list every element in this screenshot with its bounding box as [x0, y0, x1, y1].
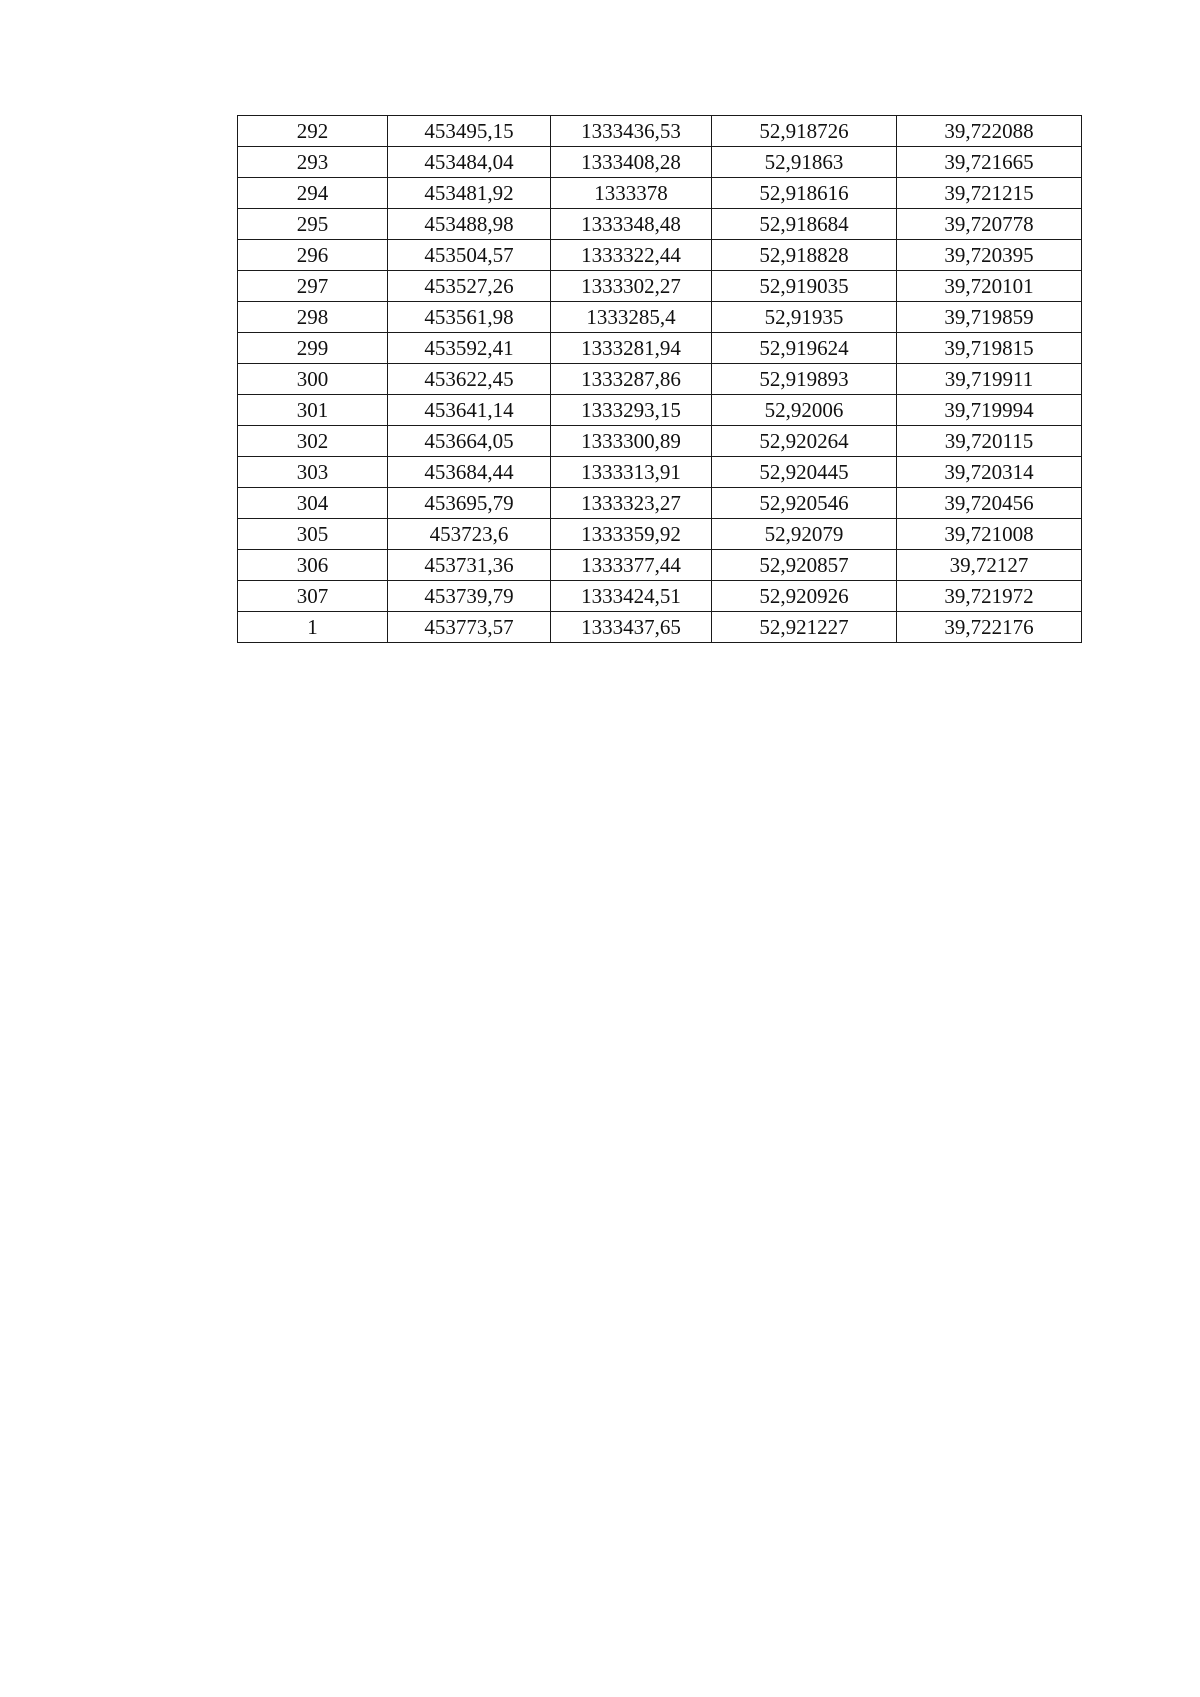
longitude-cell: 39,719859: [897, 302, 1082, 333]
longitude-cell: 39,720456: [897, 488, 1082, 519]
table-row: [238, 116, 1082, 147]
x-coordinate-cell: 453739,79: [388, 581, 551, 612]
table-row: [238, 457, 1082, 488]
latitude-cell: 52,920926: [712, 581, 897, 612]
longitude-cell: 39,719815: [897, 333, 1082, 364]
longitude-cell: 39,722176: [897, 612, 1082, 643]
longitude-cell: 39,720395: [897, 240, 1082, 271]
y-coordinate-cell: 1333300,89: [551, 426, 712, 457]
latitude-cell: 52,920445: [712, 457, 897, 488]
point-number-cell: 299: [238, 333, 388, 364]
y-coordinate-cell: 1333323,27: [551, 488, 712, 519]
table-row: [238, 302, 1082, 333]
table-row: [238, 612, 1082, 643]
table-row: [238, 395, 1082, 426]
point-number-cell: 293: [238, 147, 388, 178]
latitude-cell: 52,919035: [712, 271, 897, 302]
longitude-cell: 39,719911: [897, 364, 1082, 395]
y-coordinate-cell: 1333359,92: [551, 519, 712, 550]
x-coordinate-cell: 453495,15: [388, 116, 551, 147]
latitude-cell: 52,918684: [712, 209, 897, 240]
latitude-cell: 52,91935: [712, 302, 897, 333]
x-coordinate-cell: 453592,41: [388, 333, 551, 364]
longitude-cell: 39,719994: [897, 395, 1082, 426]
x-coordinate-cell: 453484,04: [388, 147, 551, 178]
y-coordinate-cell: 1333437,65: [551, 612, 712, 643]
longitude-cell: 39,721215: [897, 178, 1082, 209]
latitude-cell: 52,918726: [712, 116, 897, 147]
latitude-cell: 52,91863: [712, 147, 897, 178]
y-coordinate-cell: 1333285,4: [551, 302, 712, 333]
x-coordinate-cell: 453504,57: [388, 240, 551, 271]
latitude-cell: 52,918616: [712, 178, 897, 209]
x-coordinate-cell: 453773,57: [388, 612, 551, 643]
y-coordinate-cell: 1333436,53: [551, 116, 712, 147]
latitude-cell: 52,919624: [712, 333, 897, 364]
longitude-cell: 39,72127: [897, 550, 1082, 581]
x-coordinate-cell: 453695,79: [388, 488, 551, 519]
table-row: [238, 364, 1082, 395]
table-row: [238, 209, 1082, 240]
latitude-cell: 52,920546: [712, 488, 897, 519]
y-coordinate-cell: 1333322,44: [551, 240, 712, 271]
latitude-cell: 52,919893: [712, 364, 897, 395]
table-row: [238, 147, 1082, 178]
x-coordinate-cell: 453684,44: [388, 457, 551, 488]
latitude-cell: 52,918828: [712, 240, 897, 271]
table-row: [238, 271, 1082, 302]
point-number-cell: 292: [238, 116, 388, 147]
y-coordinate-cell: 1333293,15: [551, 395, 712, 426]
x-coordinate-cell: 453527,26: [388, 271, 551, 302]
longitude-cell: 39,721665: [897, 147, 1082, 178]
y-coordinate-cell: 1333378: [551, 178, 712, 209]
latitude-cell: 52,92079: [712, 519, 897, 550]
point-number-cell: 297: [238, 271, 388, 302]
y-coordinate-cell: 1333348,48: [551, 209, 712, 240]
longitude-cell: 39,722088: [897, 116, 1082, 147]
latitude-cell: 52,921227: [712, 612, 897, 643]
longitude-cell: 39,721972: [897, 581, 1082, 612]
point-number-cell: 1: [238, 612, 388, 643]
x-coordinate-cell: 453723,6: [388, 519, 551, 550]
table-row: [238, 333, 1082, 364]
point-number-cell: 295: [238, 209, 388, 240]
point-number-cell: 298: [238, 302, 388, 333]
point-number-cell: 294: [238, 178, 388, 209]
longitude-cell: 39,720115: [897, 426, 1082, 457]
table-row: [238, 488, 1082, 519]
longitude-cell: 39,720101: [897, 271, 1082, 302]
x-coordinate-cell: 453664,05: [388, 426, 551, 457]
y-coordinate-cell: 1333302,27: [551, 271, 712, 302]
table-row: [238, 240, 1082, 271]
y-coordinate-cell: 1333377,44: [551, 550, 712, 581]
point-number-cell: 304: [238, 488, 388, 519]
table-row: [238, 519, 1082, 550]
longitude-cell: 39,720314: [897, 457, 1082, 488]
latitude-cell: 52,920264: [712, 426, 897, 457]
y-coordinate-cell: 1333313,91: [551, 457, 712, 488]
latitude-cell: 52,920857: [712, 550, 897, 581]
y-coordinate-cell: 1333281,94: [551, 333, 712, 364]
point-number-cell: 306: [238, 550, 388, 581]
point-number-cell: 302: [238, 426, 388, 457]
x-coordinate-cell: 453488,98: [388, 209, 551, 240]
point-number-cell: 296: [238, 240, 388, 271]
x-coordinate-cell: 453561,98: [388, 302, 551, 333]
y-coordinate-cell: 1333408,28: [551, 147, 712, 178]
point-number-cell: 301: [238, 395, 388, 426]
x-coordinate-cell: 453622,45: [388, 364, 551, 395]
point-number-cell: 305: [238, 519, 388, 550]
point-number-cell: 303: [238, 457, 388, 488]
table-row: [238, 178, 1082, 209]
longitude-cell: 39,720778: [897, 209, 1082, 240]
x-coordinate-cell: 453641,14: [388, 395, 551, 426]
latitude-cell: 52,92006: [712, 395, 897, 426]
x-coordinate-cell: 453481,92: [388, 178, 551, 209]
y-coordinate-cell: 1333424,51: [551, 581, 712, 612]
table-row: [238, 550, 1082, 581]
coordinates-table-body: [238, 116, 1082, 643]
point-number-cell: 307: [238, 581, 388, 612]
x-coordinate-cell: 453731,36: [388, 550, 551, 581]
longitude-cell: 39,721008: [897, 519, 1082, 550]
table-row: [238, 426, 1082, 457]
point-number-cell: 300: [238, 364, 388, 395]
coordinates-table: [237, 115, 1082, 643]
y-coordinate-cell: 1333287,86: [551, 364, 712, 395]
table-row: [238, 581, 1082, 612]
